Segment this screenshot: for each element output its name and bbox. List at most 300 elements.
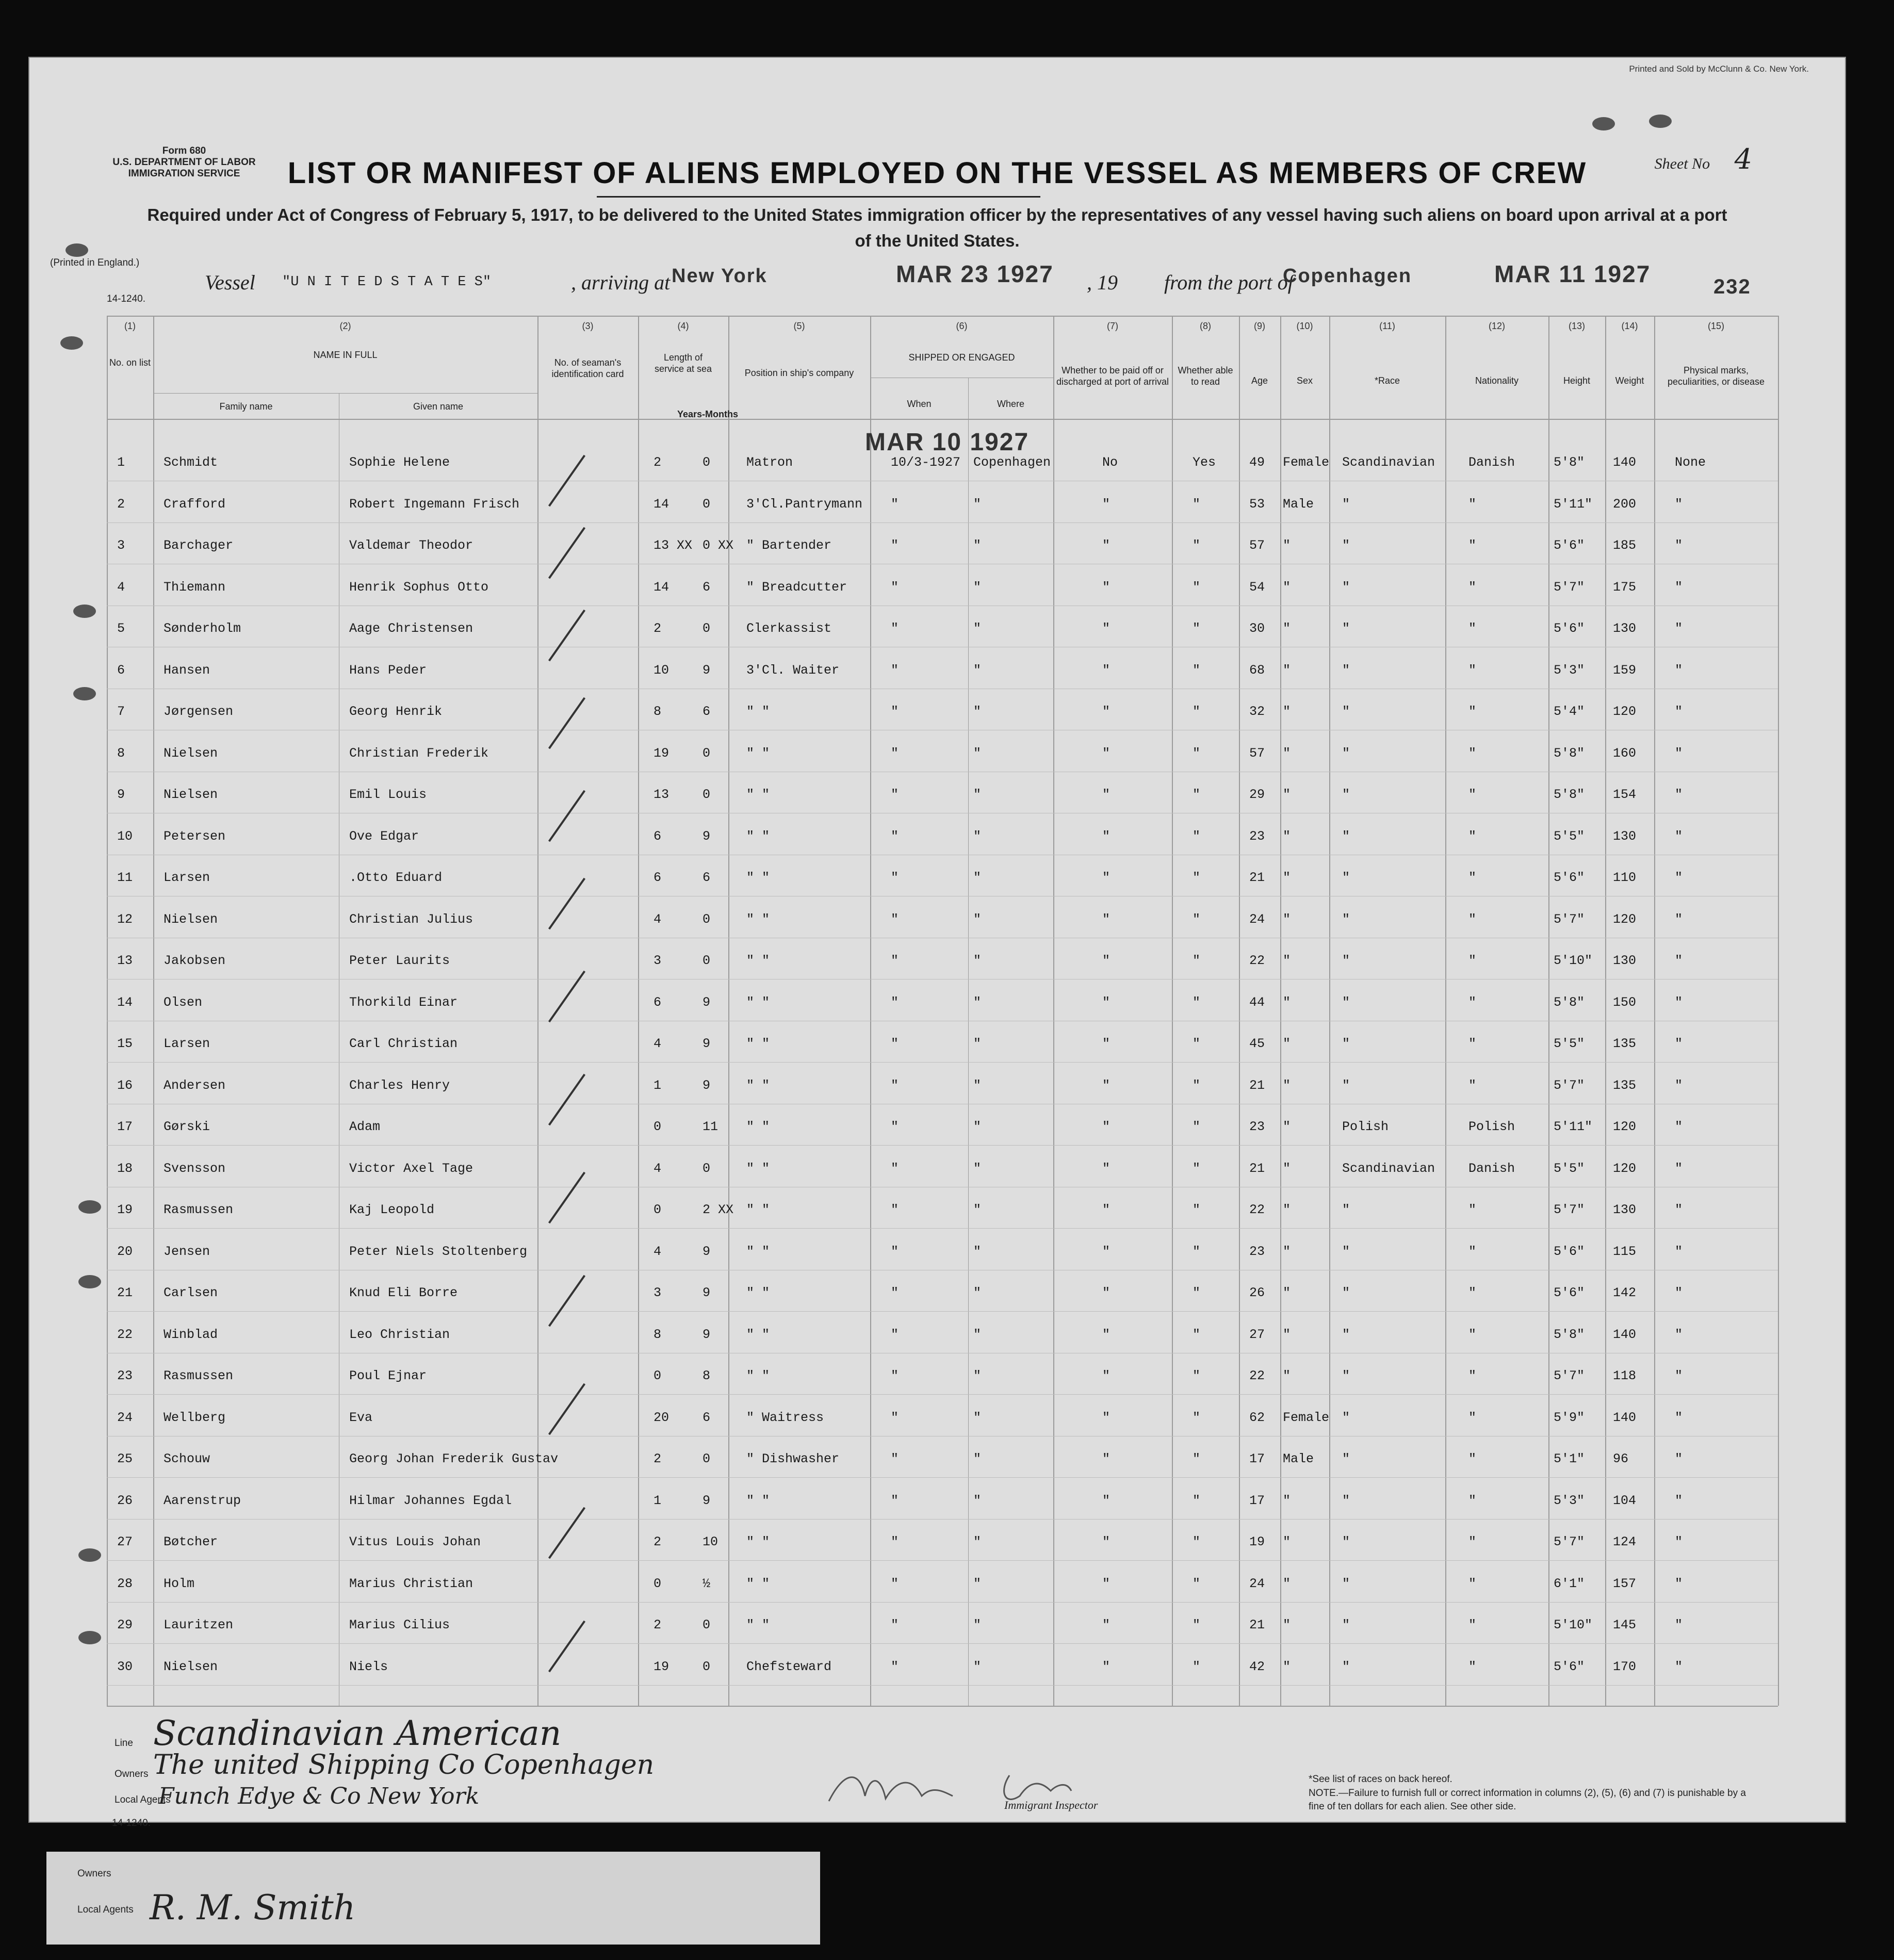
able-to-read-cell: " — [1193, 1244, 1201, 1259]
height-cell: 5'8" — [1554, 455, 1585, 470]
position-cell: " " — [746, 1327, 770, 1342]
race-cell: " — [1342, 538, 1350, 553]
nationality-cell: " — [1468, 994, 1477, 1010]
nationality-cell: " — [1468, 1410, 1477, 1425]
row-rule — [107, 1602, 1778, 1603]
weight-cell: 115 — [1613, 1244, 1637, 1259]
position-cell: " Waitress — [746, 1410, 824, 1425]
able-to-read-cell: " — [1193, 870, 1201, 885]
shipped-when-cell: " — [891, 579, 899, 595]
weight-cell: 142 — [1613, 1285, 1637, 1300]
nationality-cell: " — [1468, 1327, 1477, 1342]
able-to-read-cell: " — [1193, 496, 1201, 512]
shipped-where-cell: " — [973, 1368, 982, 1383]
departure-date-stamp: MAR 11 1927 — [1494, 260, 1651, 287]
sex-cell: " — [1283, 1327, 1291, 1342]
months-cell: 0 — [703, 621, 711, 636]
months-cell: 0 — [703, 455, 711, 470]
position-cell: " " — [746, 1161, 770, 1176]
row-number: 30 — [117, 1659, 133, 1674]
years-cell: 20 — [654, 1410, 670, 1425]
given-name-cell: Poul Ejnar — [349, 1368, 427, 1383]
given-name-cell: Hans Peder — [349, 662, 427, 678]
paid-off-cell: " — [1102, 911, 1111, 927]
vessel-name: "U N I T E D S T A T E S" — [282, 274, 492, 290]
age-cell: 22 — [1249, 1202, 1265, 1217]
shipped-when-cell: " — [891, 911, 899, 927]
weight-cell: 200 — [1613, 496, 1637, 512]
shipped-when-cell: " — [891, 496, 899, 512]
family-name-cell: Hansen — [164, 662, 210, 678]
weight-cell: 130 — [1613, 828, 1637, 844]
shipped-when-cell: " — [891, 662, 899, 678]
weight-cell: 135 — [1613, 1036, 1637, 1051]
physical-marks-cell: " — [1675, 1451, 1683, 1466]
given-name-cell: Niels — [349, 1659, 388, 1674]
family-name-cell: Olsen — [164, 994, 203, 1010]
months-cell: 0 — [703, 496, 711, 512]
race-cell: Polish — [1342, 1119, 1389, 1134]
years-cell: 13 XX — [654, 538, 693, 553]
column-number: (1) — [124, 321, 136, 331]
shipped-where-cell: " — [973, 787, 982, 802]
family-name-cell: Nielsen — [164, 1659, 218, 1674]
sex-cell: " — [1283, 994, 1291, 1010]
weight-cell: 160 — [1613, 745, 1637, 761]
able-to-read-cell: " — [1193, 1285, 1201, 1300]
paid-off-cell: " — [1102, 538, 1111, 553]
height-cell: 5'9" — [1554, 1410, 1585, 1425]
column-number: (8) — [1200, 321, 1211, 331]
service-name: IMMIGRATION SERVICE — [128, 168, 240, 179]
shipped-when-cell: " — [891, 1327, 899, 1342]
given-name-cell: Knud Eli Borre — [349, 1285, 458, 1300]
column-rule — [1239, 316, 1240, 1706]
weight-cell: 185 — [1613, 538, 1637, 553]
years-cell: 6 — [654, 870, 662, 885]
printed-note: (Printed in England.) — [50, 257, 140, 268]
sex-cell: " — [1283, 911, 1291, 927]
nationality-cell: " — [1468, 1077, 1477, 1093]
height-cell: 5'6" — [1554, 621, 1585, 636]
physical-marks-cell: " — [1675, 538, 1683, 553]
family-name-cell: Winblad — [164, 1327, 218, 1342]
shipped-when-cell: " — [891, 704, 899, 719]
paid-off-cell: " — [1102, 1410, 1111, 1425]
shipped-when-cell: " — [891, 1451, 899, 1466]
shipped-where-cell: " — [973, 911, 982, 927]
position-cell: " " — [746, 1618, 770, 1632]
sheet-label: Sheet No — [1654, 155, 1710, 172]
nationality-cell: " — [1468, 1618, 1477, 1632]
row-rule — [107, 1685, 1778, 1686]
shipped-when-cell: " — [891, 1368, 899, 1383]
position-cell: Matron — [746, 455, 793, 470]
able-to-read-cell: " — [1193, 787, 1201, 802]
given-name-cell: Ove Edgar — [349, 828, 419, 844]
column-rule — [870, 316, 871, 1706]
able-to-read-cell: " — [1193, 662, 1201, 678]
family-name-cell: Jakobsen — [164, 953, 226, 968]
months-cell: 2 XX — [703, 1202, 734, 1217]
fine-note: NOTE.—Failure to furnish full or correct information in columns (2), (5), (6) and (7) is punishable by a fine of ten dollars for each alien. See other side. — [1309, 1788, 1746, 1812]
row-number: 12 — [117, 911, 133, 927]
row-number: 5 — [117, 621, 125, 636]
name-sub-rule — [153, 393, 537, 394]
weight-cell: 124 — [1613, 1534, 1637, 1549]
position-cell: " " — [746, 1202, 770, 1217]
height-cell: 5'6" — [1554, 1285, 1585, 1300]
height-cell: 5'6" — [1554, 1244, 1585, 1259]
given-name-cell: Vitus Louis Johan — [349, 1534, 481, 1549]
months-cell: 0 — [703, 953, 711, 968]
paid-off-cell: " — [1102, 1451, 1111, 1466]
age-cell: 57 — [1249, 745, 1265, 761]
shipped-when-cell: " — [891, 1202, 899, 1217]
position-cell: " " — [746, 911, 770, 927]
height-cell: 5'11" — [1554, 1119, 1593, 1134]
nationality-cell: " — [1468, 1368, 1477, 1383]
row-number: 29 — [117, 1618, 133, 1632]
nationality-cell: " — [1468, 621, 1477, 636]
years-cell: 13 — [654, 787, 670, 802]
physical-marks-cell: " — [1675, 1410, 1683, 1425]
height-cell: 5'7" — [1554, 1077, 1585, 1093]
paid-off-cell: " — [1102, 1368, 1111, 1383]
position-cell: " " — [746, 953, 770, 968]
position-cell: " " — [746, 745, 770, 761]
sex-cell: " — [1283, 1036, 1291, 1051]
height-cell: 5'5" — [1554, 828, 1585, 844]
shipped-where-cell: " — [973, 1618, 982, 1632]
physical-marks-cell: " — [1675, 1368, 1683, 1383]
position-cell: " " — [746, 1119, 770, 1134]
shipped-where-cell: " — [973, 745, 982, 761]
physical-marks-cell: " — [1675, 1202, 1683, 1217]
nationality-cell: " — [1468, 870, 1477, 885]
months-cell: 9 — [703, 1077, 711, 1093]
family-name-cell: Nielsen — [164, 911, 218, 927]
row-number: 10 — [117, 828, 133, 844]
shipped-when-cell: " — [891, 787, 899, 802]
header-when: When — [907, 399, 932, 409]
given-name-cell: Thorkild Einar — [349, 994, 458, 1010]
underlying-sheet-fragment — [46, 1852, 820, 1945]
physical-marks-cell: " — [1675, 1161, 1683, 1176]
shipped-when-cell: " — [891, 1285, 899, 1300]
able-to-read-cell: " — [1193, 621, 1201, 636]
physical-marks-cell: " — [1675, 621, 1683, 636]
nationality-cell: " — [1468, 911, 1477, 927]
years-cell: 0 — [654, 1368, 662, 1383]
physical-marks-cell: " — [1675, 704, 1683, 719]
years-cell: 4 — [654, 1036, 662, 1051]
age-cell: 23 — [1249, 828, 1265, 844]
able-to-read-cell: " — [1193, 579, 1201, 595]
sex-cell: " — [1283, 1161, 1291, 1176]
shipped-where-cell: " — [973, 1077, 982, 1093]
nationality-cell: " — [1468, 1285, 1477, 1300]
paid-off-cell: No — [1102, 455, 1118, 470]
given-name-cell: Eva — [349, 1410, 373, 1425]
months-cell: 0 — [703, 911, 711, 927]
row-number: 2 — [117, 496, 125, 512]
punch-hole — [78, 1631, 101, 1644]
row-number: 23 — [117, 1368, 133, 1383]
weight-cell: 157 — [1613, 1576, 1637, 1591]
race-cell: " — [1342, 745, 1350, 761]
paid-off-cell: " — [1102, 1077, 1111, 1093]
column-number: (4) — [677, 321, 689, 331]
arriving-label: , arriving at — [571, 271, 671, 294]
family-name-cell: Schmidt — [164, 455, 218, 470]
shipped-when-cell: " — [891, 1659, 899, 1674]
years-cell: 1 — [654, 1077, 662, 1093]
punch-hole — [78, 1275, 101, 1288]
given-name-cell: Peter Niels Stoltenberg — [349, 1244, 528, 1259]
years-cell: 4 — [654, 911, 662, 927]
row-number: 16 — [117, 1077, 133, 1093]
family-name-cell: Jensen — [164, 1244, 210, 1259]
months-cell: 9 — [703, 994, 711, 1010]
age-cell: 32 — [1249, 704, 1265, 719]
race-cell: " — [1342, 1451, 1350, 1466]
given-name-cell: Henrik Sophus Otto — [349, 579, 489, 595]
paid-off-cell: " — [1102, 994, 1111, 1010]
shipped-where-cell: " — [973, 1534, 982, 1549]
race-cell: " — [1342, 704, 1350, 719]
nationality-cell: " — [1468, 1202, 1477, 1217]
nationality-cell: " — [1468, 1534, 1477, 1549]
sex-cell: Male — [1283, 1451, 1314, 1466]
position-cell: " " — [746, 828, 770, 844]
weight-cell: 159 — [1613, 662, 1637, 678]
from-port-label: from the port of — [1164, 271, 1294, 294]
given-name-cell: Peter Laurits — [349, 953, 450, 968]
family-name-cell: Crafford — [164, 496, 226, 512]
able-to-read-cell: " — [1193, 994, 1201, 1010]
nationality-cell: " — [1468, 1659, 1477, 1674]
able-to-read-cell: " — [1193, 1618, 1201, 1632]
months-cell: 11 — [703, 1119, 719, 1134]
lower-owners-label: Owners — [77, 1868, 111, 1879]
sex-cell: " — [1283, 621, 1291, 636]
height-cell: 5'6" — [1554, 1659, 1585, 1674]
able-to-read-cell: " — [1193, 911, 1201, 927]
column-number: (5) — [793, 321, 805, 331]
sheet-value: 4 — [1734, 143, 1752, 175]
age-cell: 24 — [1249, 911, 1265, 927]
weight-cell: 140 — [1613, 1327, 1637, 1342]
row-number: 24 — [117, 1410, 133, 1425]
row-number: 14 — [117, 994, 133, 1010]
row-number: 9 — [117, 787, 125, 802]
punch-hole — [60, 336, 83, 350]
family-name-cell: Nielsen — [164, 787, 218, 802]
paid-off-cell: " — [1102, 1119, 1111, 1134]
given-name-cell: Carl Christian — [349, 1036, 458, 1051]
race-cell: " — [1342, 911, 1350, 927]
physical-marks-cell: " — [1675, 828, 1683, 844]
weight-cell: 120 — [1613, 911, 1637, 927]
physical-marks-cell: " — [1675, 953, 1683, 968]
age-cell: 27 — [1249, 1327, 1265, 1342]
column-rule — [153, 316, 154, 1706]
races-note: *See list of races on back hereof. — [1309, 1774, 1452, 1785]
paid-off-cell: " — [1102, 1659, 1111, 1674]
shipped-where-cell: " — [973, 1244, 982, 1259]
physical-marks-cell: " — [1675, 1285, 1683, 1300]
weight-cell: 120 — [1613, 704, 1637, 719]
row-rule — [107, 1145, 1778, 1146]
column-rule — [968, 378, 969, 1706]
years-cell: 0 — [654, 1576, 662, 1591]
given-name-cell: Marius Christian — [349, 1576, 474, 1591]
page-title: LIST OR MANIFEST OF ALIENS EMPLOYED ON THE VESSEL AS MEMBERS OF CREW — [287, 156, 1587, 190]
years-cell: 10 — [654, 662, 670, 678]
family-name-cell: Jørgensen — [164, 704, 234, 719]
weight-cell: 150 — [1613, 994, 1637, 1010]
row-number: 6 — [117, 662, 125, 678]
title-underline — [597, 196, 1040, 198]
age-cell: 42 — [1249, 1659, 1265, 1674]
age-cell: 26 — [1249, 1285, 1265, 1300]
physical-marks-cell: " — [1675, 1576, 1683, 1591]
able-to-read-cell: " — [1193, 1327, 1201, 1342]
agents-handwriting: Funch Edye & Co New York — [158, 1783, 480, 1809]
nationality-cell: " — [1468, 704, 1477, 719]
column-rule — [1548, 316, 1549, 1706]
shipped-where-cell: " — [973, 1451, 982, 1466]
sequence-number: 232 — [1713, 275, 1751, 298]
sex-cell: " — [1283, 1534, 1291, 1549]
family-name-cell: Rasmussen — [164, 1368, 234, 1383]
shipped-where-cell: " — [973, 496, 982, 512]
sex-cell: " — [1283, 870, 1291, 885]
months-cell: 0 — [703, 1161, 711, 1176]
months-cell: 6 — [703, 870, 711, 885]
months-cell: 8 — [703, 1368, 711, 1383]
shipped-where-cell: " — [973, 1161, 982, 1176]
age-cell: 21 — [1249, 1077, 1265, 1093]
years-cell: 3 — [654, 953, 662, 968]
shipped-where-cell: " — [973, 1410, 982, 1425]
paid-off-cell: " — [1102, 1618, 1111, 1632]
years-cell: 3 — [654, 1285, 662, 1300]
given-name-cell: Christian Frederik — [349, 745, 489, 761]
column-rule — [1778, 316, 1779, 1706]
given-name-cell: Sophie Helene — [349, 455, 450, 470]
paid-off-cell: " — [1102, 704, 1111, 719]
punch-hole — [1649, 115, 1672, 128]
paid-off-cell: " — [1102, 745, 1111, 761]
shipped-when-cell: " — [891, 953, 899, 968]
shipped-where-cell: " — [973, 538, 982, 553]
check-mark — [548, 878, 585, 930]
months-cell: 0 — [703, 745, 711, 761]
row-number: 11 — [117, 870, 133, 885]
family-name-cell: Rasmussen — [164, 1202, 234, 1217]
line-label: Line — [115, 1738, 133, 1749]
height-cell: 5'5" — [1554, 1036, 1585, 1051]
months-cell: 0 — [703, 1618, 711, 1632]
able-to-read-cell: " — [1193, 1534, 1201, 1549]
shipped-when-cell: " — [891, 1410, 899, 1425]
able-to-read-cell: " — [1193, 828, 1201, 844]
punch-hole — [66, 243, 88, 257]
physical-marks-cell: " — [1675, 1493, 1683, 1508]
shipped-where-cell: " — [973, 994, 982, 1010]
column-number: (15) — [1707, 321, 1724, 331]
age-cell: 68 — [1249, 662, 1265, 678]
check-mark — [548, 1621, 585, 1673]
paid-off-cell: " — [1102, 1576, 1111, 1591]
paid-off-cell: " — [1102, 787, 1111, 802]
check-mark — [548, 1275, 585, 1327]
check-mark — [548, 527, 585, 579]
family-name-cell: Wellberg — [164, 1410, 226, 1425]
column-rule — [107, 316, 108, 1706]
years-cell: 14 — [654, 579, 670, 595]
arrival-date-stamp: MAR 23 1927 — [896, 260, 1054, 287]
position-cell: " " — [746, 1036, 770, 1051]
position-cell: " " — [746, 704, 770, 719]
position-cell: " " — [746, 1534, 770, 1549]
nationality-cell: " — [1468, 1451, 1477, 1466]
family-name-cell: Holm — [164, 1576, 195, 1591]
shipped-where-cell: " — [973, 953, 982, 968]
months-cell: 0 — [703, 1659, 711, 1674]
departure-port: Copenhagen — [1283, 265, 1412, 287]
column-rule — [1280, 316, 1281, 1706]
height-cell: 5'8" — [1554, 745, 1585, 761]
height-cell: 5'1" — [1554, 1451, 1585, 1466]
race-cell: " — [1342, 828, 1350, 844]
physical-marks-cell: " — [1675, 496, 1683, 512]
header-shipped: SHIPPED OR ENGAGED — [908, 352, 1015, 363]
height-cell: 5'10" — [1554, 953, 1593, 968]
sex-cell: " — [1283, 1244, 1291, 1259]
header-where: Where — [997, 399, 1024, 409]
sex-cell: " — [1283, 1285, 1291, 1300]
header-years-months: Years-Months — [677, 409, 739, 419]
column-number: (11) — [1379, 321, 1395, 331]
row-number: 7 — [117, 704, 125, 719]
weight-cell: 118 — [1613, 1368, 1637, 1383]
nationality-cell: " — [1468, 953, 1477, 968]
weight-cell: 135 — [1613, 1077, 1637, 1093]
position-cell: " " — [746, 870, 770, 885]
able-to-read-cell: " — [1193, 538, 1201, 553]
shipped-when-cell: " — [891, 1244, 899, 1259]
paid-off-cell: " — [1102, 662, 1111, 678]
header-no-on-list: No. on list — [109, 357, 151, 368]
able-to-read-cell: " — [1193, 953, 1201, 968]
race-cell: " — [1342, 1618, 1350, 1632]
paid-off-cell: " — [1102, 870, 1111, 885]
column-number: (9) — [1254, 321, 1265, 331]
race-cell: " — [1342, 1036, 1350, 1051]
age-cell: 19 — [1249, 1534, 1265, 1549]
shipped-when-cell: " — [891, 994, 899, 1010]
paid-off-cell: " — [1102, 1493, 1111, 1508]
months-cell: 9 — [703, 828, 711, 844]
physical-marks-cell: " — [1675, 994, 1683, 1010]
age-cell: 53 — [1249, 496, 1265, 512]
column-rule — [1654, 316, 1655, 1706]
sex-cell: " — [1283, 953, 1291, 968]
paid-off-cell: " — [1102, 1534, 1111, 1549]
